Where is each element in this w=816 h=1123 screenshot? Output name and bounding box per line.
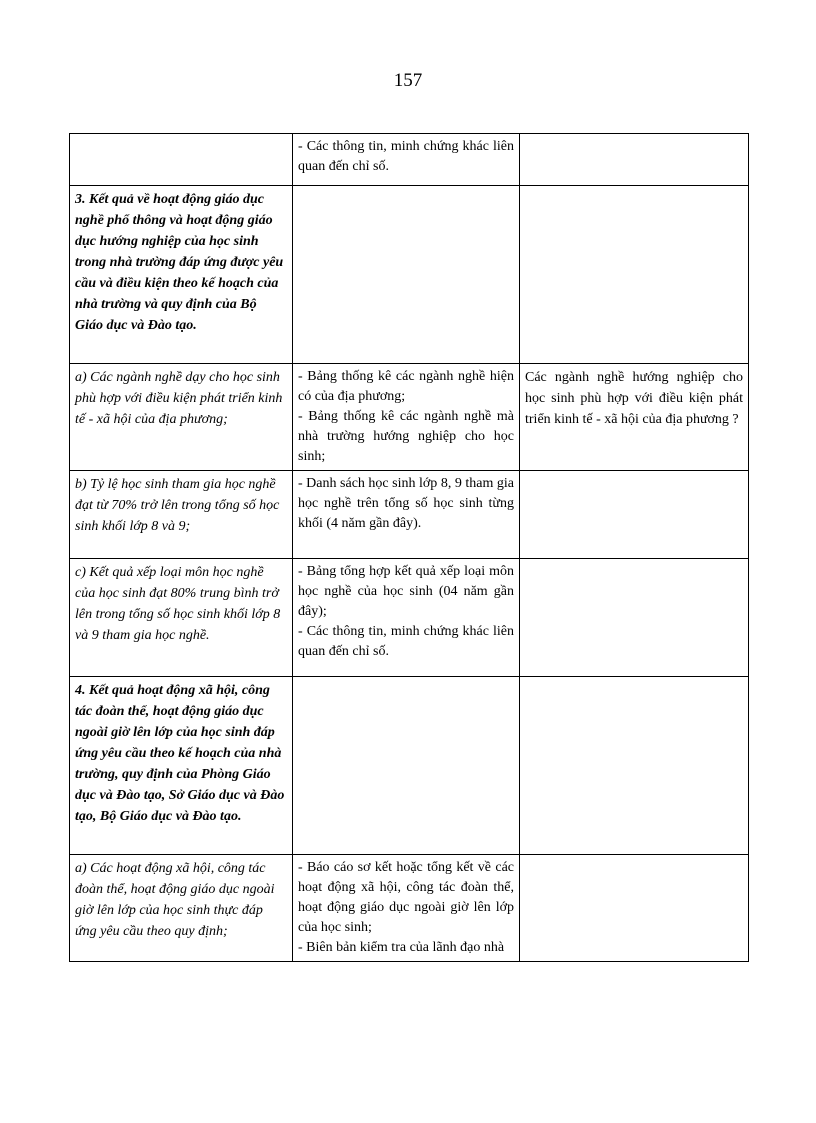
evidence-cell <box>293 855 520 962</box>
evidence-cell <box>293 471 520 559</box>
question-cell: Các ngành nghề hướng nghiệp cho học sinh phù hợp với điều kiện phát triển kinh tế - xã hội của địa phương ? <box>520 364 749 471</box>
evidence-item: - Bảng thống kê các ngành nghề mà nhà trường hướng nghiệp cho học sinh; <box>298 409 514 464</box>
evidence-item: - Báo cáo sơ kết hoặc tổng kết về các hoạt động xã hội, công tác đoàn thể, hoạt động giáo dục ngoài giờ lên lớp của học sinh; <box>298 860 514 935</box>
table-row <box>70 134 749 186</box>
question-cell <box>520 559 749 677</box>
question-cell <box>520 677 749 855</box>
table-row <box>70 186 749 364</box>
evidence-item: - Bảng tổng hợp kết quả xếp loại môn học nghề của học sinh (04 năm gần đây); <box>298 564 514 619</box>
evaluation-table <box>69 133 749 962</box>
table-row <box>70 677 749 855</box>
criterion-cell: a) Các ngành nghề dạy cho học sinh phù hợp với điều kiện phát triển kinh tế - xã hội của địa phương; <box>70 364 293 471</box>
evidence-item: - Bảng thống kê các ngành nghề hiện có của địa phương; <box>298 369 514 404</box>
evidence-item: - Biên bản kiểm tra của lãnh đạo nhà <box>298 940 505 955</box>
evidence-cell <box>293 186 520 364</box>
table-row <box>70 855 749 962</box>
page-number: 157 <box>393 70 423 91</box>
table-row <box>70 471 749 559</box>
evidence-item: - Danh sách học sinh lớp 8, 9 tham gia học nghề trên tổng số học sinh từng khối (4 năm gần đây). <box>298 476 514 531</box>
question-cell <box>520 134 749 186</box>
criterion-cell: a) Các hoạt động xã hội, công tác đoàn thể, hoạt động giáo dục ngoài giờ lên lớp của học sinh thực đáp ứng yêu cầu theo quy định; <box>70 855 293 962</box>
evidence-item: - Các thông tin, minh chứng khác liên quan đến chỉ số. <box>298 624 514 659</box>
criterion-cell <box>70 134 293 186</box>
evidence-cell <box>293 364 520 471</box>
evidence-cell <box>293 677 520 855</box>
table-row <box>70 364 749 471</box>
table-row <box>70 559 749 677</box>
criterion-cell: c) Kết quả xếp loại môn học nghề của học sinh đạt 80% trung bình trở lên trong tổng số học sinh khối lớp 8 và 9 tham gia học nghề. <box>70 559 293 677</box>
question-cell <box>520 186 749 364</box>
question-cell <box>520 855 749 962</box>
criterion-heading: 3. Kết quả về hoạt động giáo dục nghề phổ thông và hoạt động giáo dục hướng nghiệp của học sinh trong nhà trường đáp ứng được yêu cầu và điều kiện theo kế hoạch của nhà trường và quy định của Bộ Giáo dục và Đào tạo. <box>70 186 293 364</box>
criterion-cell: b) Tỷ lệ học sinh tham gia học nghề đạt từ 70% trở lên trong tổng số học sinh khối lớp 8 và 9; <box>70 471 293 559</box>
evidence-cell <box>293 559 520 677</box>
evidence-cell <box>293 134 520 186</box>
criterion-heading: 4. Kết quả hoạt động xã hội, công tác đoàn thể, hoạt động giáo dục ngoài giờ lên lớp của học sinh đáp ứng yêu cầu theo kế hoạch của nhà trường, quy định của Phòng Giáo dục và Đào tạo, Sở Giáo dục và Đào tạo, Bộ Giáo dục và Đào tạo. <box>70 677 293 855</box>
question-cell <box>520 471 749 559</box>
evidence-item: - Các thông tin, minh chứng khác liên quan đến chỉ số. <box>298 139 514 174</box>
